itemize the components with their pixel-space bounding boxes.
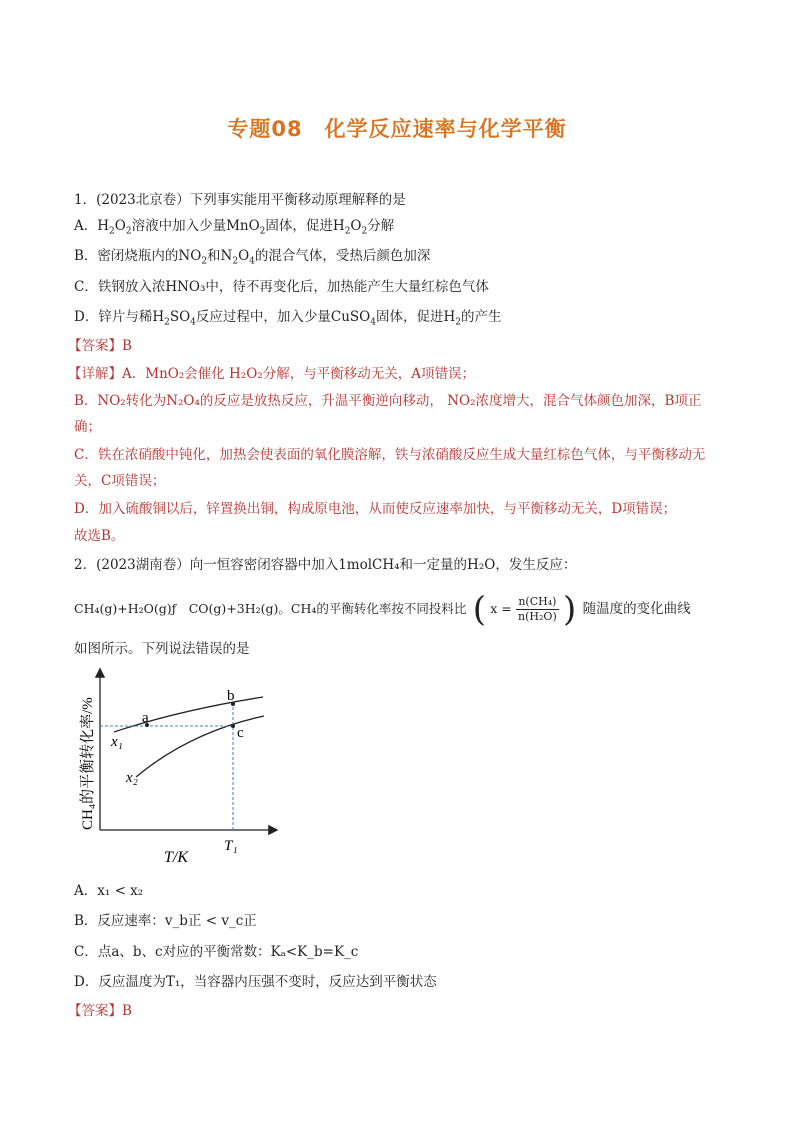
q1-d-part: 固体，促进H [375, 309, 456, 325]
q1-a-part: O [114, 218, 126, 234]
q1-detail-line: D．加入硫酸铜以后，锌置换出铜，构成原电池，从而使反应速率加快，与平衡移动无关，D项错误； [74, 501, 677, 517]
q1-a-part: 溶液中加入少量MnO [131, 218, 260, 234]
q2-option-d: D．反应温度为T₁，当容器内压强不变时，反应达到平衡状态 [74, 974, 437, 990]
x-axis-label: T/K [164, 849, 189, 866]
q1-d-part: 的产生 [461, 309, 502, 325]
y-axis-label: CH₄的平衡转化率/% [80, 697, 96, 830]
q1-detail-line: B．NO₂转化为N₂O₄的反应是放热反应，升温平衡逆向移动， NO₂浓度增大，混合气体颜色加深，B项正 [74, 393, 702, 409]
q1-detail-line: 故选B。 [74, 528, 125, 544]
q1-option-c: C．铁钢放入浓HNO₃中，待不再变化后，加热能产生大量红棕色气体 [74, 279, 489, 295]
q1-d-part: 反应过程中，加入少量CuSO [195, 309, 371, 325]
q1-a-part: A．H [74, 218, 110, 234]
q2-option-a: A．x₁ < x₂ [74, 883, 144, 899]
label-b: b [227, 688, 235, 704]
q1-d-part: SO [169, 309, 191, 325]
q1-detail-line: 确； [74, 419, 101, 435]
q1-b-part: B．密闭烧瓶内的NO [74, 248, 202, 264]
q1-d-part: D．锌片与稀H [74, 309, 165, 325]
curve-x2 [136, 716, 264, 777]
q2-equation-left: CH₄(g)+H₂O(g)ƒ CO(g)+3H₂(g)。CH₄的平衡转化率按不同投料比 [74, 601, 467, 616]
right-paren-icon: ) [563, 589, 577, 630]
label-x1: x₁ [111, 734, 123, 750]
q2-stem2: 如图所示。下列说法错误的是 [74, 641, 250, 657]
q2-option-b: B．反应速率：v_b正 < v_c正 [74, 913, 257, 929]
q2-option-c: C．点a、b、c对应的平衡常数：Kₐ<K_b=K_c [74, 944, 359, 960]
label-t1: T₁ [224, 838, 238, 854]
label-x2: x₂ [126, 770, 138, 786]
ratio-x: x = [490, 601, 512, 617]
ratio-fraction [516, 595, 559, 624]
q1-detail-line: 【详解】A．MnO₂会催化 H₂O₂分解，与平衡移动无关，A项错误； [68, 366, 475, 382]
q1-a-part: 固体，促进H [265, 218, 345, 234]
q1-option-d: D．锌片与稀$H_2SO_4$反应过程中，加入少量CuSO$_4$固体，促进$H_2$的产生 [74, 309, 502, 328]
equilibrium-conversion-figure [70, 662, 290, 872]
q1-b-part: O [238, 248, 250, 264]
label-c: c [237, 725, 244, 741]
ratio-expression [472, 589, 577, 630]
q1-stem: 1．(2023北京卷）下列事实能用平衡移动原理解释的是 [74, 192, 406, 208]
point-c [231, 724, 235, 728]
q1-b-part: 的混合气体，受热后颜色加深 [254, 248, 431, 264]
q1-a-part: 分解 [367, 218, 395, 234]
q1-answer: 【答案】B [68, 338, 132, 354]
q2-equation [74, 589, 691, 630]
q1-option-b: B．密闭烧瓶内的$NO_2$和$N_2O_4$的混合气体，受热后颜色加深 [74, 248, 431, 267]
ratio-denominator: n(H₂O) [518, 610, 557, 624]
q2-stem: 2．(2023湖南卷）向一恒容密闭容器中加入1molCH₄和一定量的H₂O，发生反应： [74, 557, 577, 573]
q1-detail-line: 关，C项错误； [74, 473, 166, 489]
ratio-numerator: n(CH₄) [516, 595, 559, 610]
label-a: a [142, 710, 149, 726]
q1-detail-line: C．铁在浓硝酸中钝化，加热会使表面的氧化膜溶解，铁与浓硝酸反应生成大量红棕色气体，与平衡移动无 [74, 447, 706, 463]
page-title: 专题08 化学反应速率与化学平衡 [227, 117, 567, 141]
q1-b-part: 和N [207, 248, 233, 264]
left-paren-icon: ( [472, 589, 486, 630]
q2-answer: 【答案】B [68, 1003, 132, 1019]
q1-a-part: O [350, 218, 362, 234]
q1-option-a: A．$H_2O_2$溶液中加入少量MnO$_2$固体，促进$H_2O_2$分解 [74, 218, 395, 237]
q2-equation-right: 随温度的变化曲线 [582, 601, 691, 617]
